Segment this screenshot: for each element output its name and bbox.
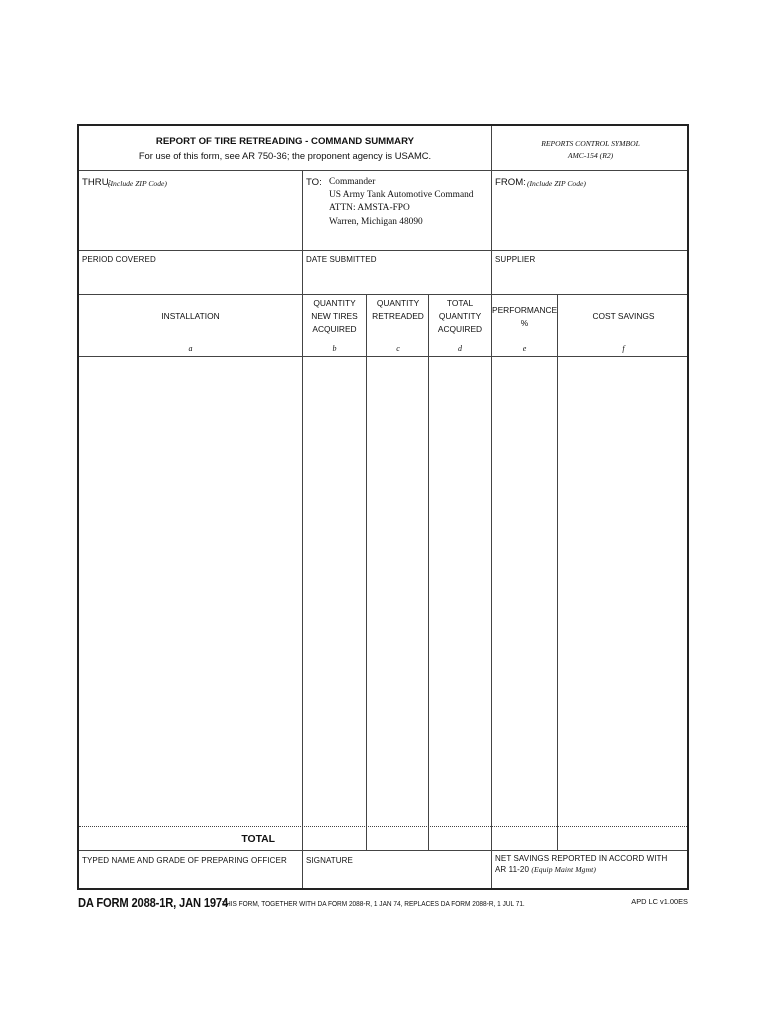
to-field: [303, 171, 491, 249]
column-header-quantity-new-tires: [303, 297, 366, 336]
net-savings-label: NET SAVINGS REPORTED IN ACCORD WITH: [495, 854, 668, 863]
tire-retreading-form: [77, 124, 689, 890]
new-tires-entry-area[interactable]: [303, 357, 366, 826]
form-supersede-note: THIS FORM, TOGETHER WITH DA FORM 2088-R, 1 JAN 74, REPLACES DA FORM 2088-R, 1 JUL 71.: [222, 899, 525, 908]
column-header-performance: [492, 304, 557, 330]
net-savings-field[interactable]: [492, 851, 689, 888]
column-header-total-quantity: [429, 297, 491, 336]
thru-label: THRU:: [82, 177, 112, 188]
header-divider: [491, 126, 492, 170]
column-header-installation: [79, 310, 302, 323]
column-header-line: COST SAVINGS: [592, 311, 655, 321]
column-letter-d: d: [458, 344, 462, 353]
supplier-field[interactable]: [492, 251, 689, 293]
signature-label: SIGNATURE: [306, 856, 353, 865]
from-label: FROM:: [495, 177, 526, 188]
form-subtitle: For use of this form, see AR 750-36; the proponent agency is USAMC.: [138, 150, 432, 161]
column-letter-b: b: [332, 344, 337, 353]
to-address-line: US Army Tank Automotive Command: [329, 190, 474, 201]
to-address-line: Warren, Michigan 48090: [329, 216, 423, 227]
signature-field[interactable]: [303, 851, 491, 888]
net-savings-reference: [495, 865, 596, 874]
column-header-cost-savings: [558, 310, 689, 323]
column-letter-f: f: [622, 344, 625, 353]
to-address-line: ATTN: AMSTA-FPO: [329, 203, 410, 214]
column-header-line: QUANTITY: [438, 311, 482, 321]
column-header-line: QUANTITY: [376, 298, 420, 308]
column-header-quantity-retreaded: [367, 297, 429, 323]
total-row-rule: [79, 826, 687, 827]
to-label: TO:: [306, 177, 322, 188]
period-covered-label: PERIOD COVERED: [82, 255, 156, 264]
column-header-line: PERFORMANCE: [492, 305, 558, 315]
retreaded-entry-area[interactable]: [367, 357, 428, 826]
column-header-line: %: [520, 318, 529, 328]
from-zip-note: (Include ZIP Code): [527, 179, 586, 188]
column-letter-e: e: [522, 344, 527, 353]
total-quantity-entry-area[interactable]: [429, 357, 491, 826]
column-header-line: TOTAL: [446, 298, 474, 308]
to-address: [329, 176, 473, 229]
column-header-line: ACQUIRED: [312, 324, 357, 334]
net-savings-ar: AR 11-20: [495, 865, 530, 874]
column-letter-a: a: [188, 344, 193, 353]
installation-entry-area[interactable]: [79, 357, 302, 826]
from-field[interactable]: [492, 171, 689, 249]
column-header-line: RETREADED: [372, 311, 424, 321]
thru-zip-note: (Include ZIP Code): [108, 179, 167, 188]
thru-field[interactable]: [79, 171, 302, 249]
reports-control-symbol-label: REPORTS CONTROL SYMBOL: [541, 139, 640, 148]
date-submitted-field[interactable]: [303, 251, 491, 293]
reports-control-symbol-value: AMC-154 (R2): [567, 151, 614, 160]
net-savings-note: (Equip Maint Mgmt): [531, 865, 596, 874]
typed-name-label: TYPED NAME AND GRADE OF PREPARING OFFICER: [82, 856, 287, 865]
cost-savings-entry-area[interactable]: [558, 357, 689, 826]
column-letter-c: c: [396, 344, 400, 353]
date-submitted-label: DATE SUBMITTED: [306, 255, 377, 264]
to-address-line: Commander: [329, 177, 376, 187]
column-header-line: QUANTITY: [313, 298, 356, 308]
performance-entry-area[interactable]: [492, 357, 557, 826]
column-header-line: INSTALLATION: [161, 311, 220, 321]
period-bottom-rule: [79, 294, 687, 295]
form-number: DA FORM 2088-1R, JAN 1974: [78, 895, 229, 910]
period-covered-field[interactable]: [79, 251, 302, 293]
typed-name-field[interactable]: [79, 851, 302, 888]
form-title: REPORT OF TIRE RETREADING - COMMAND SUMMARY: [155, 136, 415, 147]
form-version: APD LC v1.00ES: [631, 897, 688, 906]
column-header-line: ACQUIRED: [437, 324, 483, 334]
total-label: TOTAL: [241, 834, 275, 845]
column-header-line: NEW TIRES: [311, 311, 358, 321]
supplier-label: SUPPLIER: [495, 255, 536, 264]
